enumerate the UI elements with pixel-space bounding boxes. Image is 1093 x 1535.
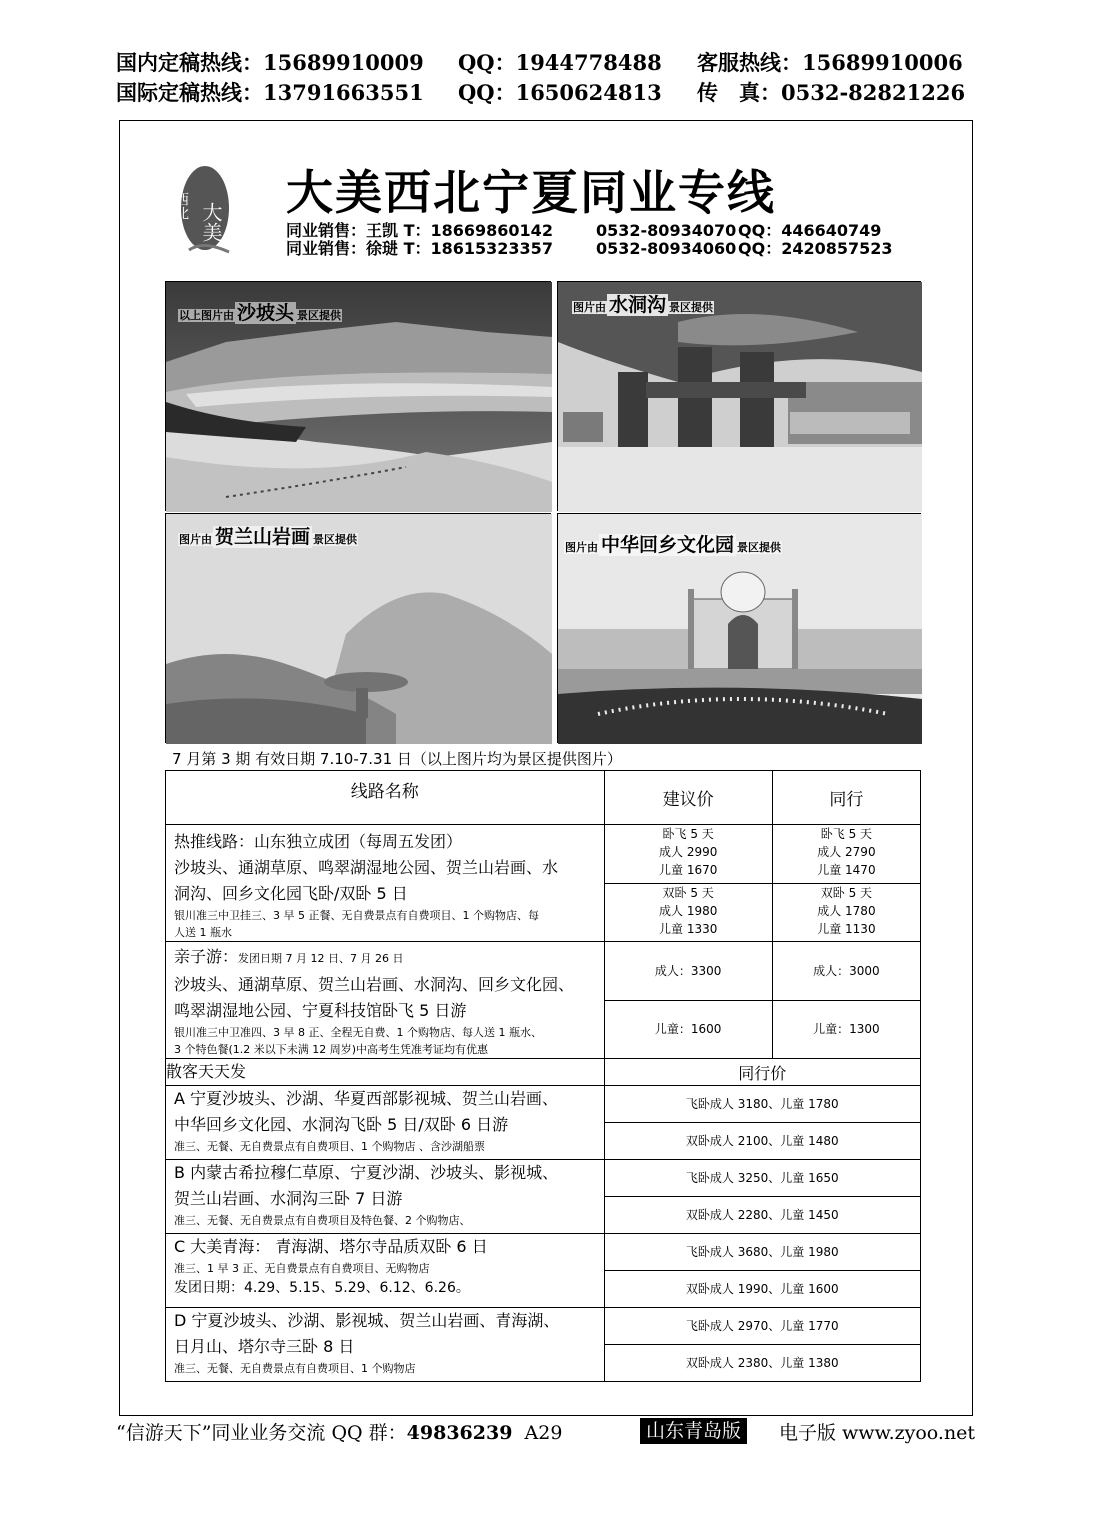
photo-caption-1 [178, 298, 342, 325]
price-text: 成人 2990 [659, 845, 718, 859]
sales-1-qq: QQ：446640749 [738, 221, 882, 240]
price-text: 双卧 5 天 [662, 885, 714, 900]
issue-period: 7 月第 3 期 有效日期 7.10-7.31 日（以上图片均为景区提供图片） [172, 750, 622, 768]
daily-d-line-2: 日月山、塔尔寺三卧 8 日 [174, 1337, 355, 1356]
daily-d-line-1: D 宁夏沙坡头、沙湖、影视城、贺兰山岩画、青海湖、 [174, 1311, 560, 1330]
price-text: 儿童 1330 [659, 921, 718, 936]
footer-website: 电子版 www.zyoo.net [779, 1422, 976, 1444]
footer-group [116, 1418, 562, 1445]
table-row-daily-header [166, 1059, 921, 1086]
daily-title: 散客天天发 [166, 1059, 605, 1086]
footer-page-number: A29 [524, 1422, 563, 1444]
table-header-row [166, 771, 921, 825]
hot-route-cell [166, 825, 605, 942]
hotline-qq-2: QQ：1650624813 [458, 80, 662, 105]
daily-a-route-cell [166, 1086, 605, 1160]
family-title: 亲子游： [174, 947, 239, 966]
hot-peer-price-2 [772, 883, 920, 942]
table-row-daily-c-1 [166, 1234, 921, 1271]
sales-1-phone: 0532-80934070 [596, 221, 737, 240]
table-row-hot-1 [166, 825, 921, 884]
page-title: 大美西北宁夏同业专线 [286, 166, 776, 221]
daily-c-line-1: C 大美青海： 青海湖、塔尔寺品质双卧 6 日 [174, 1237, 488, 1256]
sales-2-label: 同业销售：徐琎 T：18615323357 [286, 239, 553, 258]
caption-4-name: 中华回乡文化园 [601, 534, 735, 556]
caption-1-suffix: 景区提供 [297, 309, 342, 322]
price-text: 成人 2790 [817, 845, 876, 859]
daily-b-price-1: 飞卧成人 3250、儿童 1650 [604, 1160, 920, 1197]
daily-b-line-2: 贺兰山岩画、水洞沟三卧 7 日游 [174, 1189, 403, 1208]
hot-peer-price-1 [772, 825, 920, 884]
hotline-domestic: 国内定稿热线：15689910009 [116, 50, 424, 75]
caption-2-prefix: 图片由 [573, 301, 606, 314]
col-peer-header: 同行 [772, 771, 920, 825]
daily-d-price-1: 飞卧成人 2970、儿童 1770 [604, 1308, 920, 1345]
family-note-line-1: 银川准三中卫准四、3 早 8 正、全程无自费、1 个购物店、每人送 1 瓶水、 [174, 1026, 542, 1039]
hot-title: 热推线路：山东独立成团（每周五发团） [174, 832, 463, 851]
family-peer-adult: 成人：3000 [772, 942, 920, 1001]
hot-suggest-price-2 [604, 883, 772, 942]
daily-a-line-1: A 宁夏沙坡头、沙湖、华夏西部影视城、贺兰山岩画、 [174, 1089, 559, 1108]
family-route-line-2: 鸣翠湖湿地公园、宁夏科技馆卧飞 5 日游 [174, 1001, 467, 1020]
family-suggest-adult: 成人：3300 [604, 942, 772, 1001]
caption-3-prefix: 图片由 [179, 533, 212, 546]
hotline-service: 客服热线：15689910006 [697, 50, 963, 75]
daily-d-route-cell [166, 1308, 605, 1382]
daily-a-price-2: 双卧成人 2100、儿童 1480 [604, 1123, 920, 1160]
hot-suggest-price-1 [604, 825, 772, 884]
photo-shapotou [165, 281, 551, 511]
family-route-cell [166, 942, 605, 1059]
family-suggest-child: 儿童：1600 [604, 1000, 772, 1059]
daily-b-line-1: B 内蒙古希拉穆仁草原、宁夏沙湖、沙坡头、影视城、 [174, 1163, 559, 1182]
photo-shuidonggou [557, 281, 921, 511]
hot-route-line-2: 洞沟、回乡文化园飞卧/双卧 5 日 [174, 884, 408, 903]
daily-c-price-1: 飞卧成人 3680、儿童 1980 [604, 1234, 920, 1271]
photo-caption-3 [178, 522, 358, 549]
family-peer-child: 儿童：1300 [772, 1000, 920, 1059]
col-route-header: 线路名称 [166, 771, 605, 825]
table-row-family-1 [166, 942, 921, 1001]
daily-c-dates: 发团日期：4.29、5.15、5.29、6.12、6.26。 [174, 1280, 470, 1296]
hotline-fax: 传 真：0532-82821226 [697, 80, 966, 105]
caption-1-prefix: 以上图片由 [179, 309, 234, 322]
photo-helanshan [165, 513, 551, 743]
family-route-line-1: 沙坡头、通湖草原、贺兰山岩画、水洞沟、回乡文化园、 [174, 975, 575, 994]
daily-c-note: 准三、1 早 3 正、无自费景点有自费项目、无购物店 [174, 1262, 430, 1275]
sales-2-phone: 0532-80934060 [596, 239, 737, 258]
caption-3-name: 贺兰山岩画 [215, 526, 311, 548]
sales-2-qq: QQ：2420857523 [738, 239, 893, 258]
hot-note-line-1: 银川准三中卫挂三、3 早 5 正餐、无自费景点有自费项目、1 个购物店、每 [174, 909, 539, 922]
daily-b-route-cell [166, 1160, 605, 1234]
table-row-daily-a-1 [166, 1086, 921, 1123]
caption-2-suffix: 景区提供 [669, 301, 714, 314]
edition-badge: 山东青岛版 [640, 1418, 747, 1444]
price-text: 双卧 5 天 [820, 885, 873, 900]
brand-logo [175, 160, 237, 260]
price-text: 成人 1980 [659, 903, 718, 918]
family-note-line-2: 3 个特色餐(1.2 米以下未满 12 周岁)中高考生凭准考证均有优惠 [174, 1043, 489, 1056]
caption-4-prefix: 图片由 [565, 541, 598, 554]
table-row-daily-d-1 [166, 1308, 921, 1345]
sales-1-label: 同业销售：王凯 T：18669860142 [286, 221, 553, 240]
price-text: 卧飞 5 天 [662, 827, 714, 841]
price-text: 成人 1780 [817, 903, 876, 918]
caption-3-suffix: 景区提供 [313, 533, 358, 546]
family-dates: 发团日期 7 月 12 日、7 月 26 日 [238, 952, 404, 965]
daily-b-price-2: 双卧成人 2280、儿童 1450 [604, 1197, 920, 1234]
col-suggest-header: 建议价 [604, 771, 772, 825]
daily-b-note: 准三、无餐、无自费景点有自费项目及特色餐、2 个购物店、 [174, 1214, 471, 1227]
price-text: 儿童 1670 [659, 863, 718, 877]
hotline-international: 国际定稿热线：13791663551 [116, 80, 424, 105]
daily-c-price-2: 双卧成人 1990、儿童 1600 [604, 1271, 920, 1308]
hot-route-line-1: 沙坡头、通湖草原、鸣翠湖湿地公园、贺兰山岩画、水 [174, 858, 559, 877]
caption-1-name: 沙坡头 [237, 302, 295, 324]
daily-a-note: 准三、无餐、无自费景点有自费项目、1 个购物店 、含沙湖船票 [174, 1140, 485, 1153]
family-title-line [166, 944, 604, 972]
daily-a-line-2: 中华回乡文化园、水洞沟飞卧 5 日/双卧 6 日游 [174, 1115, 509, 1134]
hotline-qq-1: QQ：1944778488 [458, 50, 662, 75]
daily-d-price-2: 双卧成人 2380、儿童 1380 [604, 1345, 920, 1382]
daily-c-route-cell [166, 1234, 605, 1308]
price-text: 儿童 1470 [817, 863, 876, 877]
photo-caption-2 [572, 290, 714, 317]
sales-contact-2 [286, 236, 893, 259]
price-text: 儿童 1130 [817, 921, 876, 936]
footer-group-number: 49836239 [406, 1422, 513, 1444]
photo-huixiang [557, 513, 921, 743]
price-text: 卧飞 5 天 [820, 827, 873, 841]
table-row-daily-b-1 [166, 1160, 921, 1197]
caption-4-suffix: 景区提供 [737, 541, 782, 554]
photo-caption-4 [564, 530, 782, 557]
logo-text-xibei: 西北 [173, 192, 189, 220]
daily-d-note: 准三、无餐、无自费景点有自费项目、1 个购物店 [174, 1362, 416, 1375]
price-table [165, 770, 921, 1382]
daily-price-title: 同行价 [604, 1059, 920, 1086]
caption-2-name: 水洞沟 [609, 294, 667, 316]
hot-note-line-2: 人送 1 瓶水 [174, 926, 232, 939]
footer-group-label: “信游天下”同业业务交流 QQ 群： [116, 1422, 407, 1444]
daily-a-price-1: 飞卧成人 3180、儿童 1780 [604, 1086, 920, 1123]
logo-text-damei: 大美 [199, 202, 223, 242]
